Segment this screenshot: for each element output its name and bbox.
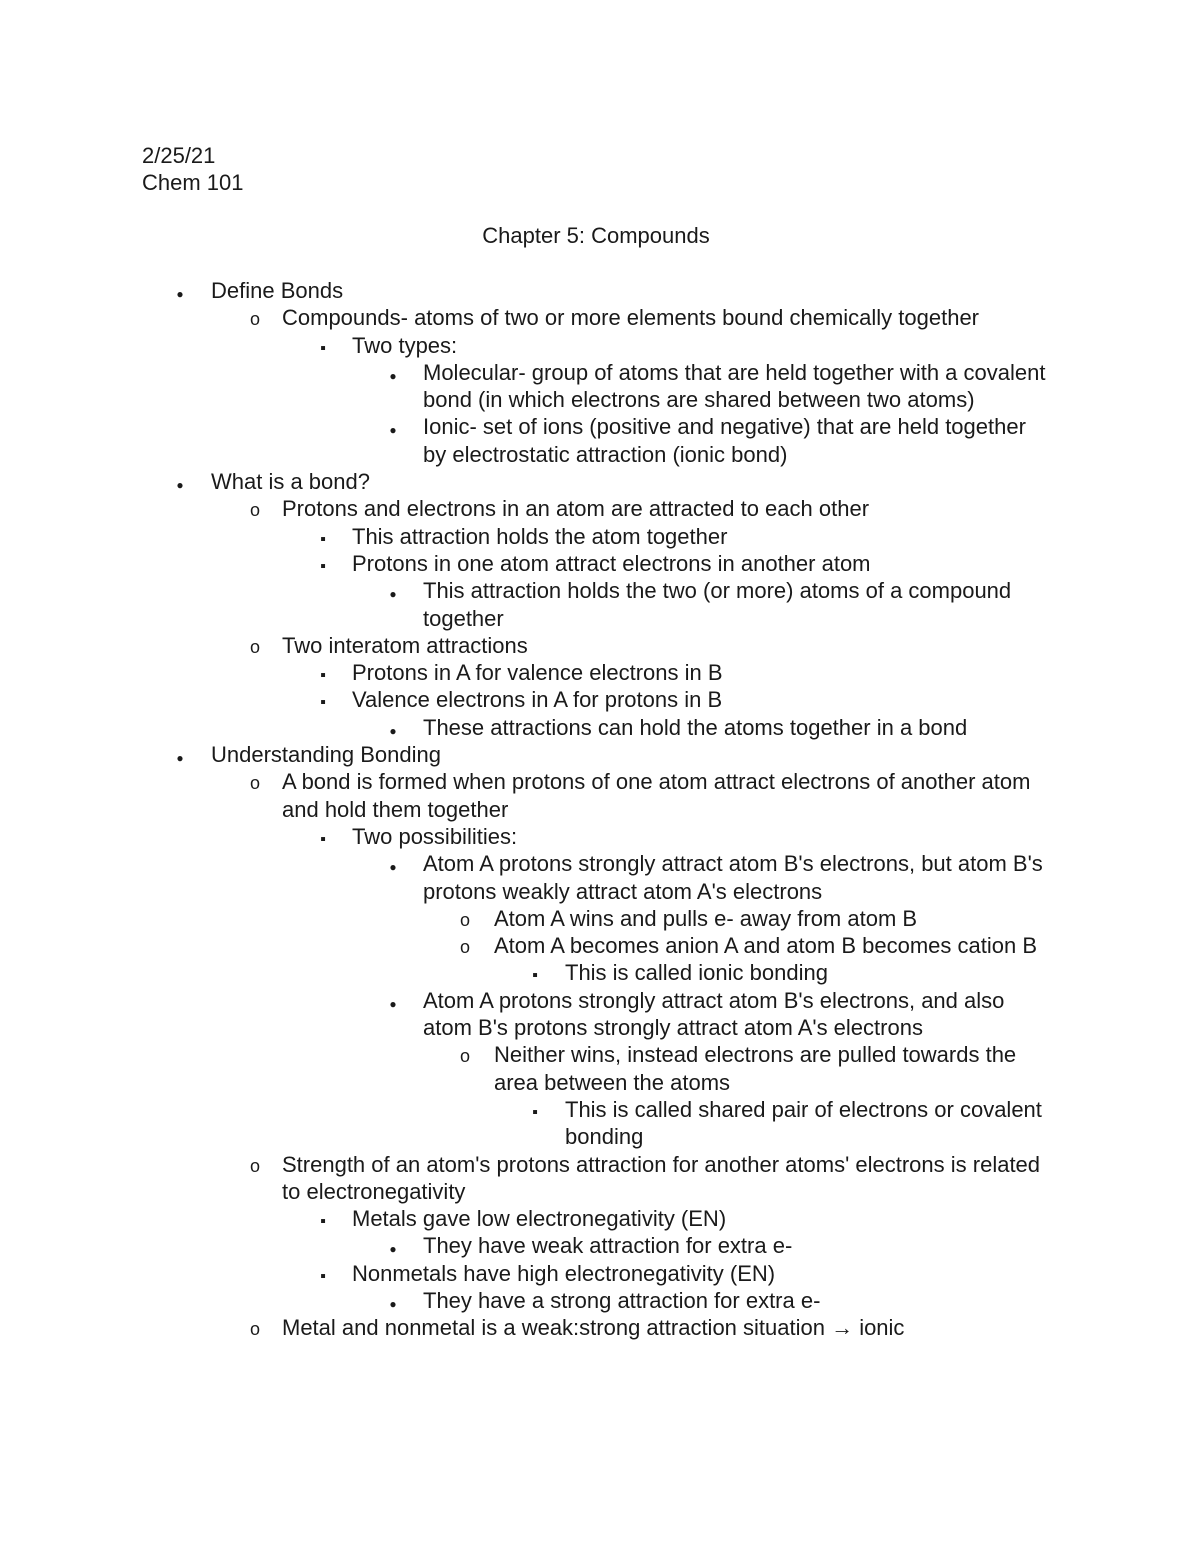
outline-item xyxy=(0,277,1200,304)
outline-item-text: Atom A protons strongly attract atom B's electrons, but atom B's protons weakly attract atom A's electrons xyxy=(423,851,1043,904)
bullet-circle-icon xyxy=(245,304,265,333)
bullet-circle-icon xyxy=(455,905,475,934)
outline-item-text: This is called shared pair of electrons or covalent bonding xyxy=(565,1096,1042,1150)
bullet-square-icon xyxy=(313,686,333,716)
outline-item xyxy=(0,495,1200,522)
outline-item xyxy=(0,1232,1200,1259)
outline-item-text: Neither wins, instead electrons are pulled towards the area between the atoms xyxy=(494,1042,1017,1095)
outline-item xyxy=(0,850,1200,905)
chapter-title: Chapter 5: Compounds xyxy=(482,223,710,248)
outline-item-text: Valence electrons in A for protons in B xyxy=(352,687,723,713)
outline-item xyxy=(0,1151,1200,1206)
note-date: 2/25/21 xyxy=(142,143,216,168)
outline-item xyxy=(0,468,1200,495)
outline-item-text: Two interatom attractions xyxy=(282,632,528,658)
outline-item-text: Strength of an atom's protons attraction for another atoms' electrons is related to electronegativity xyxy=(282,1151,1041,1204)
outline-item xyxy=(0,768,1200,823)
outline-item-text: A bond is formed when protons of one atom attract electrons of another atom and hold them together xyxy=(282,769,1031,822)
outline-item xyxy=(0,823,1200,850)
outline-item-text: This attraction holds the atom together xyxy=(352,523,728,549)
bullet-circle-icon xyxy=(245,1314,265,1343)
outline-item xyxy=(0,987,1200,1042)
outline-item xyxy=(0,1314,1200,1341)
bullet-disc-icon xyxy=(383,413,403,444)
outline-item xyxy=(0,1260,1200,1287)
outline-item xyxy=(0,332,1200,359)
outline-item xyxy=(0,1287,1200,1314)
outline-item xyxy=(0,577,1200,632)
outline-item xyxy=(0,1041,1200,1096)
bullet-square-icon xyxy=(313,550,333,580)
outline-item-text: Atom A becomes anion A and atom B becomes cation B xyxy=(494,933,1037,959)
outline-item-text: Metal and nonmetal is a weak:strong attraction situation → ionic xyxy=(282,1315,905,1341)
outline-item-text: Two types: xyxy=(352,332,458,358)
outline-item-text: Two possibilities: xyxy=(352,823,518,849)
outline-item xyxy=(0,932,1200,959)
outline-item xyxy=(0,1096,1200,1151)
outline-item xyxy=(0,359,1200,414)
outline-item-text: Atom A wins and pulls e- away from atom B xyxy=(494,905,918,931)
bullet-circle-icon xyxy=(245,495,265,524)
outline-item xyxy=(0,959,1200,986)
bullet-circle-icon xyxy=(245,632,265,661)
outline-item-text: Metals gave low electronegativity (EN) xyxy=(352,1206,727,1232)
outline-item-text: Molecular- group of atoms that are held together with a covalent bond (in which electrons are shared between two atoms) xyxy=(423,359,1046,413)
outline-item-text: Protons and electrons in an atom are attracted to each other xyxy=(282,496,870,522)
outline-item-text: This is called ionic bonding xyxy=(565,960,828,986)
bullet-square-icon xyxy=(313,1205,333,1235)
outline-item-text: Understanding Bonding xyxy=(211,742,441,768)
outline-item-text: Compounds- atoms of two or more elements bound chemically together xyxy=(282,305,980,331)
outline-item-text: Protons in A for valence electrons in B xyxy=(352,660,723,686)
outline-item-text: What is a bond? xyxy=(211,469,370,495)
bullet-square-icon xyxy=(313,659,333,689)
outline-item-text: Define Bonds xyxy=(211,278,344,303)
bullet-disc-icon xyxy=(383,577,403,608)
outline-item xyxy=(0,659,1200,686)
outline-item-text: Protons in one atom attract electrons in another atom xyxy=(352,550,871,576)
outline-item-text: Ionic- set of ions (positive and negative) that are held together by electrostatic attraction (ionic bond) xyxy=(423,414,1026,467)
bullet-circle-icon xyxy=(245,768,265,797)
outline-item xyxy=(0,632,1200,659)
bullet-square-icon xyxy=(525,959,545,989)
bullet-disc-icon xyxy=(383,359,403,390)
bullet-square-icon xyxy=(313,823,333,853)
bullet-circle-icon xyxy=(245,1151,265,1180)
bullet-disc-icon xyxy=(383,987,403,1018)
bullet-square-icon xyxy=(313,332,333,362)
course-name: Chem 101 xyxy=(142,170,244,195)
bullet-circle-icon xyxy=(455,1041,475,1070)
outline-item-text: Atom A protons strongly attract atom B's electrons, and also atom B's protons strongly attract atom A's electrons xyxy=(423,987,1005,1041)
outline-item-text: They have weak attraction for extra e- xyxy=(423,1233,793,1259)
outline-item-text: They have a strong attraction for extra e- xyxy=(423,1287,821,1313)
bullet-disc-icon xyxy=(383,850,403,881)
bullet-circle-icon xyxy=(455,932,475,961)
outline-item xyxy=(0,714,1200,741)
outline-item-text: This attraction holds the two (or more) atoms of a compound together xyxy=(423,578,1012,631)
outline-item xyxy=(0,741,1200,768)
outline-item xyxy=(0,413,1200,468)
outline-item-text: These attractions can hold the atoms together in a bond xyxy=(423,714,968,740)
outline-item xyxy=(0,1205,1200,1232)
notes-outline xyxy=(0,277,1200,1342)
outline-item-text: Nonmetals have high electronegativity (EN) xyxy=(352,1260,776,1286)
outline-item xyxy=(0,304,1200,331)
outline-item xyxy=(0,523,1200,550)
bullet-square-icon xyxy=(525,1096,545,1126)
note-header xyxy=(142,142,244,196)
outline-item xyxy=(0,686,1200,713)
outline-item xyxy=(0,905,1200,932)
bullet-square-icon xyxy=(313,523,333,553)
bullet-square-icon xyxy=(313,1260,333,1290)
outline-item xyxy=(0,550,1200,577)
